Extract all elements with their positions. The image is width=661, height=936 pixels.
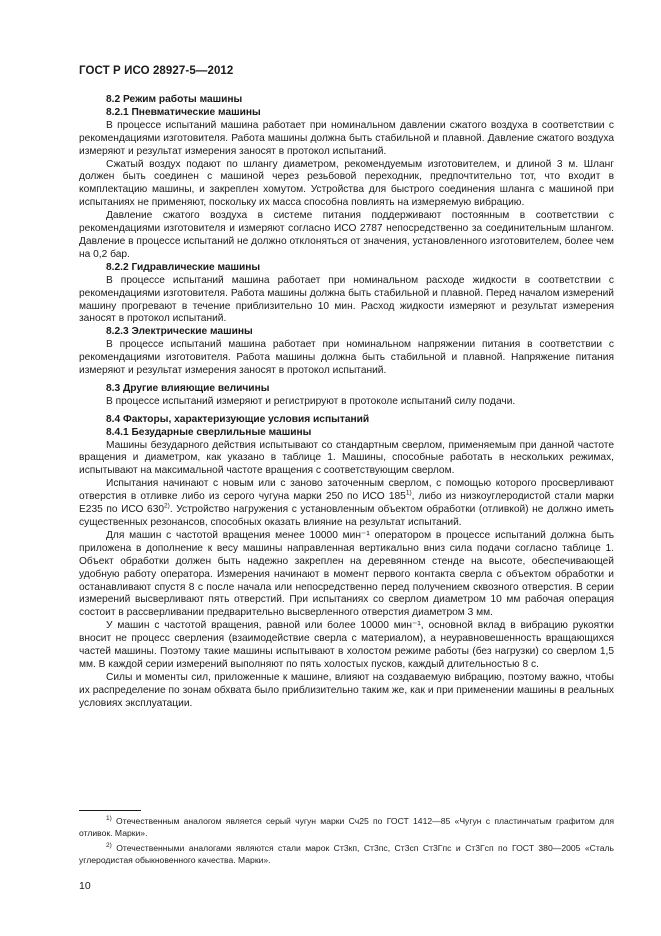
paragraph: В процессе испытаний машина работает при номинальном давлении сжатого воздуха в соответствии с рекомендациями изготовителя. Работа машины должна быть стабильной и плавной. Давление сжатого воздуха измеряют и результат измерения заносят в протокол испытаний. [79,119,614,157]
footnote-divider [79,810,141,811]
section-heading: 8.2.3 Электрические машины [106,326,253,338]
footnote-ref: 1) [405,489,412,497]
footnotes [79,816,614,870]
footnote [79,816,614,839]
section-heading: 8.3 Другие влияющие величины [106,382,270,394]
paragraph-text: Испытания начинают с новым или с заново заточенным сверлом, с помощью которого просверливают отверстия в отливке либо из серого чугуна марки 250 по ИСО 185 [79,478,614,503]
paragraph: В процессе испытаний измеряют и регистрируют в протоколе испытаний силу подачи. [106,395,516,407]
paragraph: Сжатый воздух подают по шлангу диаметром, рекомендуемым изготовителем, и длиной 3 м. Шланг должен быть соединен с машиной через резьбовой переходник, предпочтительно тот, что входит в комплектацию машины, и закреплен хомутом. Устройства для быстрого соединения шланга с машиной при испытаниях не применяют, поскольку их масса способна повлиять на измеряемую вибрацию. [79,158,614,209]
paragraph: Для машин с частотой вращения менее 10000 мин⁻¹ оператором в процессе испытаний должна быть приложена в дополнение к весу машины направленная вертикально вниз сила подачи согласно таблице 1. Объект обработки должен быть надежно закреплен на деревянном стенде на высоте, обеспечивающей удобную работу оператора. Измерения начинают в момент первого контакта сверла с объектом обработки и останавливают спустя 8 с после начала или непосредственно перед получением сквозного отверстия. В серии измерений высверливают пять отверстий. При испытаниях со сверлом диаметром 10 мм рабочая операция состоит в рассверливании предварительно высверленного отверстия диаметром 3 мм. [79,529,614,619]
paragraph: У машин с частотой вращения, равной или более 10000 мин⁻¹, основной вклад в вибрацию рукоятки вносит не процесс сверления (взаимодействие сверла с материалом), а неуравновешенность вращающихся частей машины. Поэтому такие машины испытывают в холостом режиме работы (без нагрузки) со сверлом 1,5 мм. В каждой серии измерений выполняют по пять холостых пусков, каждый длительностью 8 с. [79,620,614,670]
paragraph: Давление сжатого воздуха в системе питания поддерживают постоянным в соответствии с рекомендациями изготовителя и измеряют согласно ИСО 2787 непосредственно за соединительным шлангом. Давление в процессе испытаний не должно отклоняться от значения, установленного изготовителем, более чем на 0,2 бар. [79,210,614,260]
paragraph-text: , либо из низкоуглеродистой стали марки E235 по ИСО 630 [79,491,614,516]
footnote-mark: 1) [106,815,112,823]
footnote-mark: 2) [106,842,112,850]
footnote-text: Отечественными аналогами являются стали марок Ст3кп, Ст3пс, Ст3сп Ст3Гпс и Ст3Гсп по ГОСТ 380—2005 «Сталь углеродистая обыкновенного качества. Марки». [79,843,614,865]
paragraph: В процессе испытаний машина работает при номинальном напряжении питания в соответствии с рекомендациями изготовителя. Работа машины должна быть стабильной и плавной. Напряжение питания измеряют и результат измерения заносят в протокол испытаний. [79,339,614,377]
document-body [79,94,614,711]
paragraph: В процессе испытаний машина работает при номинальном расходе жидкости в соответствии с рекомендациями изготовителя. Работа машины должна быть стабильной и плавной. Перед началом измерений машину прогревают в течение приблизительно 10 мин. Расход жидкости измеряют и результат измерения заносят в протокол испытаний. [79,274,614,325]
paragraph: Силы и моменты сил, приложенные к машине, влияют на создаваемую вибрацию, поэтому важно, чтобы их распределение по зонам обхвата было приблизительно таким же, как и при применении машины в реальных условиях эксплуатации. [79,671,614,709]
footnote-text: Отечественным аналогом является серый чугун марки Сч25 по ГОСТ 1412—85 «Чугун с пластинчатым графитом для отливок. Марки». [79,816,614,838]
section-heading: 8.2 Режим работы машины [106,94,243,105]
section-heading: 8.4.1 Безударные сверлильные машины [106,426,312,438]
paragraph-text: . Устройство нагружения с установленным объектом обработки (отливкой) не должно иметь существенных резонансов, способных оказать влияние на результат испытаний. [79,504,614,528]
section-heading: 8.2.2 Гидравлические машины [106,261,261,273]
section-heading: 8.2.1 Пневматические машины [106,106,261,118]
paragraph: Машины безударного действия испытывают со стандартным сверлом, применяемым при данной частоте вращения и диаметром, как указано в таблице 1. Машины, способные работать в нескольких режимах, испытывают на максимальной частоте вращения с соответствующим сверлом. [79,439,614,477]
footnote [79,843,614,866]
footnote-ref: 2) [164,502,170,510]
page-number: 10 [79,880,91,892]
document-header: ГОСТ Р ИСО 28927-5—2012 [79,65,234,77]
paragraph [79,478,614,530]
section-heading: 8.4 Факторы, характеризующие условия испытаний [106,413,370,425]
